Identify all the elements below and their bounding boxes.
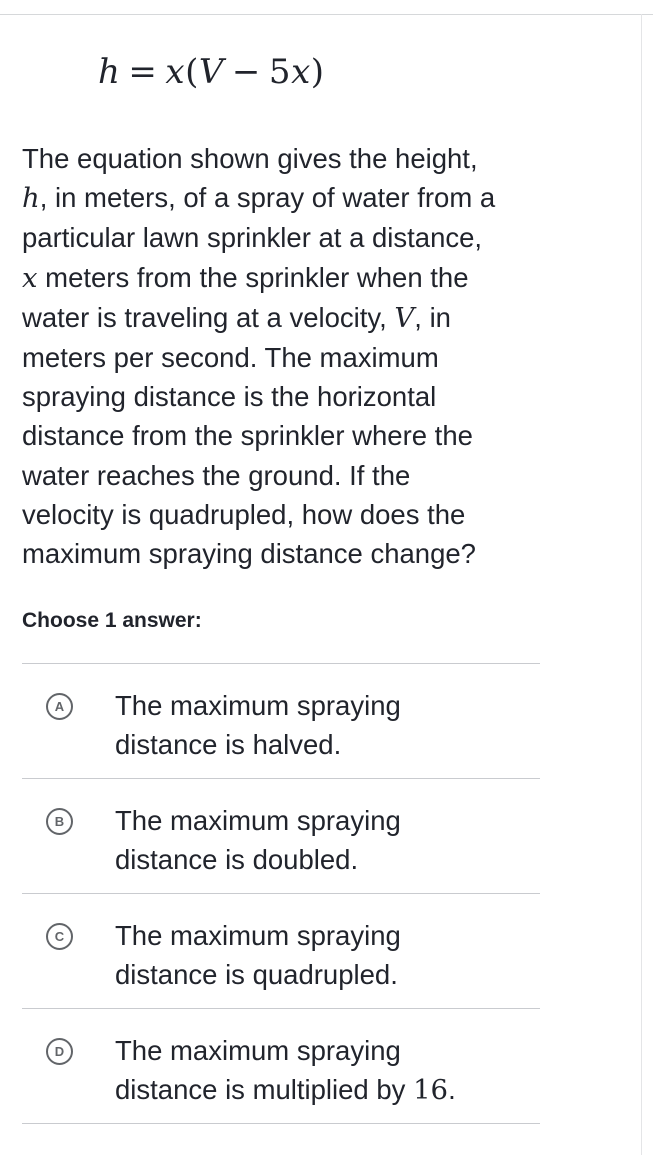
- scroll-edge: [641, 14, 642, 1155]
- choice-d-radio[interactable]: D: [46, 1038, 73, 1065]
- choice-d[interactable]: [22, 1009, 540, 1123]
- top-divider: [0, 14, 653, 15]
- choice-a[interactable]: [22, 664, 540, 778]
- choice-c[interactable]: [22, 894, 540, 1008]
- choice-c-label: The maximum spraying distance is quadrupled.: [115, 920, 401, 990]
- answer-choices: [22, 663, 540, 1124]
- choice-divider: [22, 1123, 540, 1124]
- choice-b-label: The maximum spraying distance is doubled.: [115, 805, 401, 875]
- question-text: The equation shown gives the height, h, in meters, of a spray of water from a particular lawn sprinkler at a distance, x meters from the sprinkler when the water is traveling at a velocity, V, in meters per second. The maximum spraying distance is the horizontal distance from the sprinkler where the water reaches the ground. If the velocity is quadrupled, how does the maximum spraying distance change?: [22, 143, 496, 570]
- choice-d-label: The maximum spraying distance is multiplied by 16.: [115, 1035, 456, 1106]
- choice-c-radio[interactable]: C: [46, 923, 73, 950]
- equation: h = x(V − 5x): [98, 52, 325, 92]
- choice-b-radio[interactable]: B: [46, 808, 73, 835]
- choice-a-label: The maximum spraying distance is halved.: [115, 690, 401, 760]
- choice-a-radio[interactable]: A: [46, 693, 73, 720]
- choice-b[interactable]: [22, 779, 540, 893]
- choose-answer-prompt: Choose 1 answer:: [22, 609, 202, 632]
